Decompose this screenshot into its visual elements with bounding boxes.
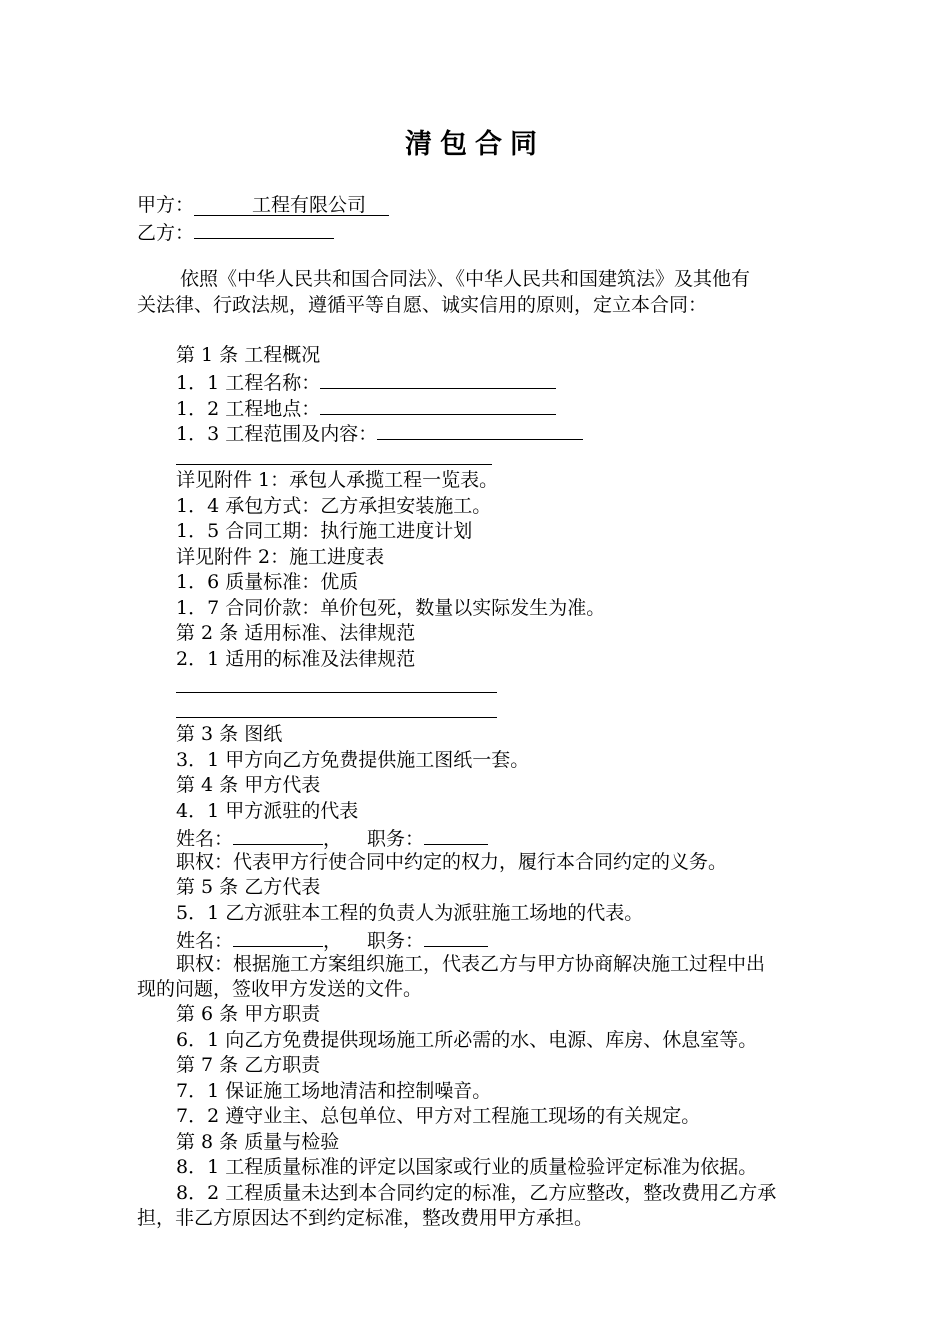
rep-b-name-field[interactable]	[233, 926, 323, 947]
article-1-item-5-note: 详见附件 2：施工进度表	[176, 546, 385, 568]
article-5-duty-line-2: 现的问题，签收甲方发送的文件。	[137, 978, 423, 1000]
party-b-label: 乙方：	[137, 222, 195, 244]
article-2-item-1: 2．1 适用的标准及法律规范	[176, 648, 416, 670]
article-3-item-1: 3．1 甲方向乙方免费提供施工图纸一套。	[176, 749, 530, 771]
article-7-item-1: 7．1 保证施工场地清洁和控制噪音。	[176, 1080, 492, 1102]
party-a-field[interactable]	[194, 195, 389, 216]
standards-field-line-1[interactable]	[176, 692, 497, 693]
document-title: 清包合同	[405, 129, 545, 160]
article-1-item-7: 1．7 合同价款：单价包死，数量以实际发生为准。	[176, 597, 606, 619]
intro-line-2: 关法律、行政法规，遵循平等自愿、诚实信用的原则，定立本合同：	[137, 294, 708, 316]
rep-a-title-field[interactable]	[424, 824, 488, 845]
project-location-label: 1．2 工程地点：	[176, 398, 321, 420]
party-a-label: 甲方：	[137, 194, 195, 216]
article-8-item-2-line-2: 担，非乙方原因达不到约定标准，整改费用甲方承担。	[137, 1207, 594, 1229]
article-5-item-1: 5．1 乙方派驻本工程的负责人为派驻施工场地的代表。	[176, 902, 644, 924]
project-name-label: 1．1 工程名称：	[176, 372, 321, 394]
article-5-duty-line-1: 职权：根据施工方案组织施工，代表乙方与甲方协商解决施工过程中出	[176, 953, 766, 975]
project-location-field[interactable]	[320, 394, 556, 415]
article-5-heading: 第 5 条 乙方代表	[176, 876, 321, 898]
article-1-item-3-note: 详见附件 1：承包人承揽工程一览表。	[176, 469, 499, 491]
rep-a-title-label: 职务：	[367, 828, 425, 850]
article-8-item-1: 8．1 工程质量标准的评定以国家或行业的质量检验评定标准为依据。	[176, 1156, 758, 1178]
article-1-item-5: 1．5 合同工期：执行施工进度计划	[176, 520, 473, 542]
rep-a-name-label: 姓名：	[176, 828, 234, 850]
article-2-heading: 第 2 条 适用标准、法律规范	[176, 622, 416, 644]
article-1-item-6: 1．6 质量标准：优质	[176, 571, 359, 593]
rep-b-name-label: 姓名：	[176, 930, 234, 952]
article-6-heading: 第 6 条 甲方职责	[176, 1003, 321, 1025]
article-3-heading: 第 3 条 图纸	[176, 723, 283, 745]
article-4-heading: 第 4 条 甲方代表	[176, 774, 321, 796]
rep-b-title-label: 职务：	[367, 930, 425, 952]
article-4-duty: 职权：代表甲方行使合同中约定的权力，履行本合同约定的义务。	[176, 851, 728, 873]
article-1-item-1	[176, 368, 556, 396]
article-7-item-2: 7．2 遵守业主、总包单位、甲方对工程施工现场的有关规定。	[176, 1105, 701, 1127]
project-name-field[interactable]	[320, 368, 556, 389]
project-scope-field-line-2[interactable]	[176, 464, 492, 465]
article-1-item-4: 1．4 承包方式：乙方承担安装施工。	[176, 495, 492, 517]
standards-field-line-2[interactable]	[176, 717, 497, 718]
article-8-item-2-line-1: 8．2 工程质量未达到本合同约定的标准，乙方应整改，整改费用乙方承	[176, 1182, 777, 1204]
party-b-field[interactable]	[194, 218, 334, 239]
article-5-rep-line	[176, 926, 488, 954]
article-1-item-3	[176, 419, 583, 447]
rep-a-name-field[interactable]	[233, 824, 323, 845]
rep-b-comma: ，	[323, 930, 343, 952]
rep-a-comma: ，	[323, 828, 343, 850]
article-6-item-1: 6．1 向乙方免费提供现场施工所必需的水、电源、库房、休息室等。	[176, 1029, 758, 1051]
rep-b-title-field[interactable]	[424, 926, 488, 947]
project-scope-label: 1．3 工程范围及内容：	[176, 423, 378, 445]
article-1-item-2	[176, 394, 556, 422]
party-b-line	[137, 218, 334, 246]
project-scope-field[interactable]	[377, 419, 583, 440]
party-a-line	[137, 193, 389, 218]
article-1-heading: 第 1 条 工程概况	[176, 344, 321, 366]
article-4-rep-line	[176, 824, 488, 852]
article-4-item-1: 4．1 甲方派驻的代表	[176, 800, 359, 822]
intro-line-1: 依照《中华人民共和国合同法》、《中华人民共和国建筑法》及其他有	[180, 268, 751, 290]
article-8-heading: 第 8 条 质量与检验	[176, 1131, 340, 1153]
party-a-value: 工程有限公司	[252, 194, 367, 216]
article-7-heading: 第 7 条 乙方职责	[176, 1054, 321, 1076]
